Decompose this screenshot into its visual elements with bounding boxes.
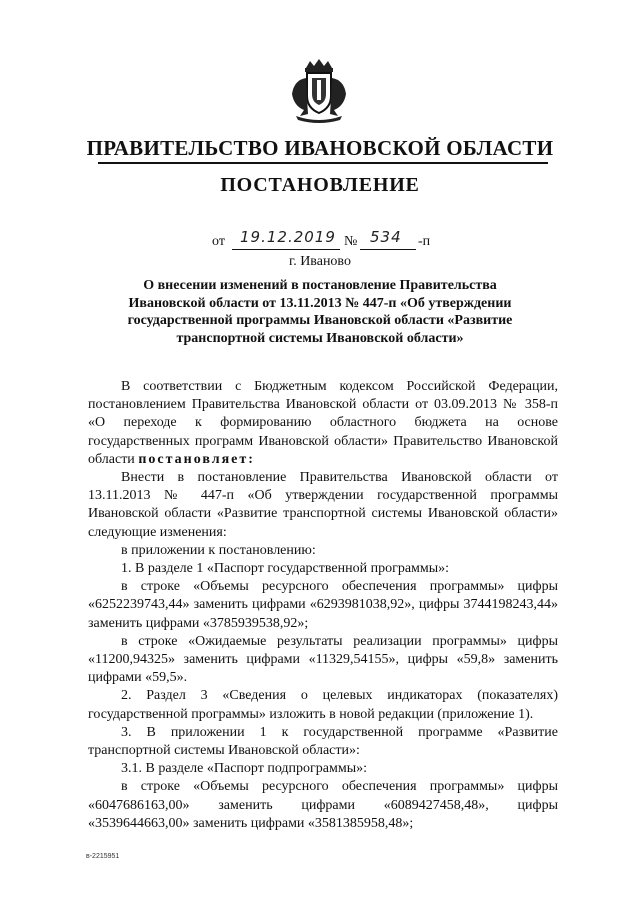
document-date: 19.12.2019 — [240, 228, 336, 246]
number-suffix: -п — [418, 234, 431, 249]
number-underline — [360, 249, 416, 250]
subject-line: Ивановской области от 13.11.2013 № 447-п «Об утверждении — [128, 295, 512, 311]
paragraph: 2. Раздел 3 «Сведения о целевых индикаторах (показателях) государственной программы» изложить в новой редакции (приложение 1). — [88, 688, 558, 722]
decree-word: постановляет: — [138, 451, 255, 467]
subject-line: транспортной системы Ивановской области» — [176, 330, 464, 346]
paragraph — [88, 378, 558, 469]
paragraph: в строке «Ожидаемые результаты реализации программы» цифры «11200,94325» заменить цифрами «11329,54155», цифры «59,8» заменить цифрами «59,5». — [88, 633, 558, 686]
document-number: 534 — [370, 228, 402, 246]
paragraph: 1. В разделе 1 «Паспорт государственной программы»: — [121, 561, 450, 577]
document-body — [88, 378, 558, 833]
paragraph-text: В соответствии с Бюджетным кодексом Российской Федерации, постановлением Правительства Ивановской области от 03.09.2013 № 358-п «О переходе к формированию областного бюджета на основе государственных программ Ивановской области» Правительство Ивановской области — [88, 379, 558, 467]
document-type: ПОСТАНОВЛЕНИЕ — [220, 174, 420, 196]
coat-of-arms-icon — [286, 58, 352, 124]
paragraph: в строке «Объемы ресурсного обеспечения программы» цифры «6047686163,00» заменить цифрами «6089427458,48», цифры «3539644663,00» заменить цифрами «3581385958,48»; — [88, 779, 558, 831]
government-title: ПРАВИТЕЛЬСТВО ИВАНОВСКОЙ ОБЛАСТИ — [86, 136, 554, 160]
document-subject — [100, 277, 540, 347]
paragraph: Внести в постановление Правительства Ивановской области от 13.11.2013 № 447-п «Об утверждении государственной программы Ивановской области «Развитие транспортной системы Ивановской области» следующие изменения: — [88, 470, 558, 540]
date-underline — [232, 249, 340, 250]
city: г. Иваново — [289, 254, 351, 269]
date-number-line — [212, 230, 442, 252]
paragraph: в приложении к постановлению: — [121, 542, 316, 558]
paragraph: в строке «Объемы ресурсного обеспечения программы» цифры «6252239743,44» заменить цифрами «6293981038,92», цифры 3744198243,44» заменить цифрами «3785939538,92»; — [88, 579, 558, 631]
number-label: № — [344, 234, 358, 249]
from-label: от — [212, 234, 225, 249]
paragraph: 3.1. В разделе «Паспорт подпрограммы»: — [121, 761, 368, 777]
footer-code: в-2215951 — [86, 853, 120, 860]
subject-line: государственной программы Ивановской области «Развитие — [127, 313, 513, 328]
subject-line: О внесении изменений в постановление Правительства — [143, 278, 497, 293]
paragraph: 3. В приложении 1 к государственной программе «Развитие транспортной системы Ивановской области»: — [88, 724, 558, 759]
title-underline — [98, 162, 548, 164]
